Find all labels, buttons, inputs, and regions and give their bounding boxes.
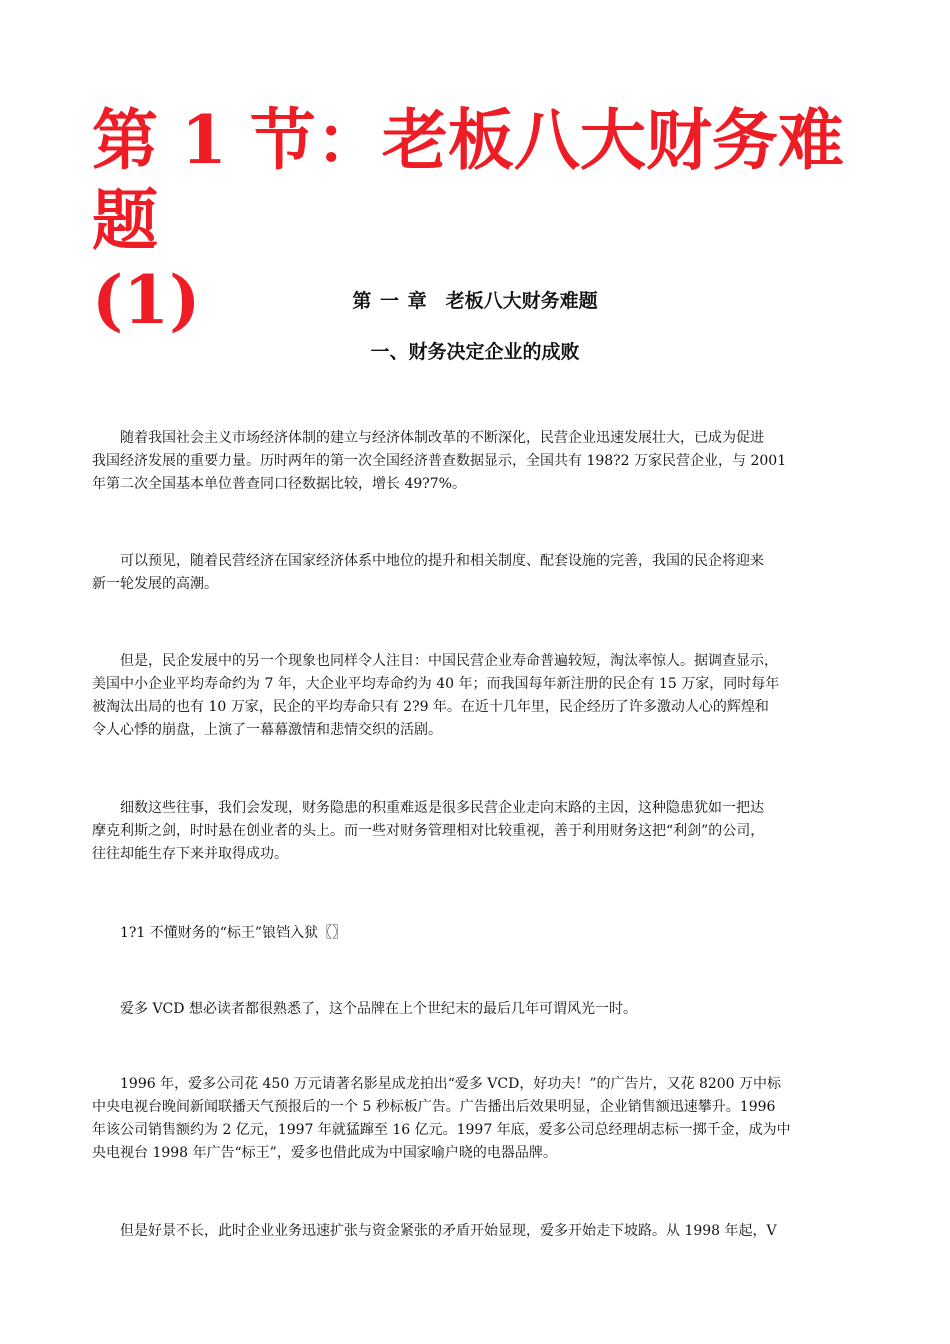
paragraph-line: 新一轮发展的高潮。 xyxy=(92,576,218,592)
paragraph-line: 央电视台 1998 年广告“标王”，爱多也借此成为中国家喻户晓的电器品牌。 xyxy=(92,1145,557,1161)
paragraph-4 xyxy=(92,797,864,866)
section-heading: 一、财务决定企业的成败 xyxy=(370,341,580,363)
paragraph-line: 但是好景不长，此时企业业务迅速扩张与资金紧张的矛盾开始显现，爱多开始走下坡路。从 1998 年起，V xyxy=(92,1223,777,1239)
paragraph-line: 爱多 VCD 想必读者都很熟悉了，这个品牌在上个世纪末的最后几年可谓风光一时。 xyxy=(92,1001,637,1017)
paragraph-7 xyxy=(92,1073,864,1165)
subsection-heading xyxy=(92,922,864,945)
paragraph-line: 被淘汰出局的也有 10 万家，民企的平均寿命只有 2?9 年。在近十几年里，民企经历了许多激动人心的辉煌和 xyxy=(92,699,769,715)
paragraph-1 xyxy=(92,427,864,496)
paragraph-line: 美国中小企业平均寿命约为 7 年，大企业平均寿命约为 40 年；而我国每年新注册的民企有 15 万家，同时每年 xyxy=(92,676,780,692)
paragraph-line: 令人心悸的崩盘，上演了一幕幕激情和悲情交织的活剧。 xyxy=(92,722,442,738)
paragraph-2 xyxy=(92,550,864,596)
title-line-2: (1) xyxy=(92,261,201,339)
paragraph-6 xyxy=(92,998,864,1021)
title-line-1: 第 1 节：老板八大财务难题 xyxy=(92,101,844,259)
paragraph-line: 年该公司销售额约为 2 亿元，1997 年就猛蹿至 16 亿元。1997 年底，爱多公司总经理胡志标一掷千金，成为中 xyxy=(92,1122,791,1138)
paragraph-line: 可以预见，随着民营经济在国家经济体系中地位的提升和相关制度、配套设施的完善，我国的民企将迎来 xyxy=(92,553,764,569)
paragraph-3 xyxy=(92,650,864,742)
paragraph-line: 摩克利斯之剑，时时悬在创业者的头上。而一些对财务管理相对比较重视，善于利用财务这把“利剑”的公司， xyxy=(92,823,765,839)
paragraph-line: 随着我国社会主义市场经济体制的建立与经济体制改革的不断深化，民营企业迅速发展壮大，已成为促进 xyxy=(92,430,764,446)
paragraph-8 xyxy=(92,1220,864,1243)
paragraph-line: 年第二次全国基本单位普查同口径数据比较，增长 49?7%。 xyxy=(92,476,466,492)
paragraph-line: 中央电视台晚间新闻联播天气预报后的一个 5 秒标板广告。广告播出后效果明显，企业销售额迅速攀升。1996 xyxy=(92,1099,776,1115)
chapter-heading: 第 一 章 老板八大财务难题 xyxy=(352,290,598,312)
paragraph-line: 我国经济发展的重要力量。历时两年的第一次全国经济普查数据显示，全国共有 198?2 万家民营企业，与 2001 xyxy=(92,453,787,469)
paragraph-line: 细数这些往事，我们会发现，财务隐患的积重难返是很多民营企业走向末路的主因，这种隐患犹如一把达 xyxy=(92,800,764,816)
paragraph-line: 但是，民企发展中的另一个现象也同样令人注目：中国民营企业寿命普遍较短，淘汰率惊人。据调查显示， xyxy=(92,653,778,669)
paragraph-line: 往往却能生存下来并取得成功。 xyxy=(92,846,288,862)
paragraph-line: 1996 年，爱多公司花 450 万元请著名影星成龙拍出“爱多 VCD，好功夫！”的广告片，又花 8200 万中标 xyxy=(92,1076,782,1092)
paragraph-line: 1?1 不懂财务的“标王”锒铛入狱〖〗 xyxy=(92,925,347,941)
